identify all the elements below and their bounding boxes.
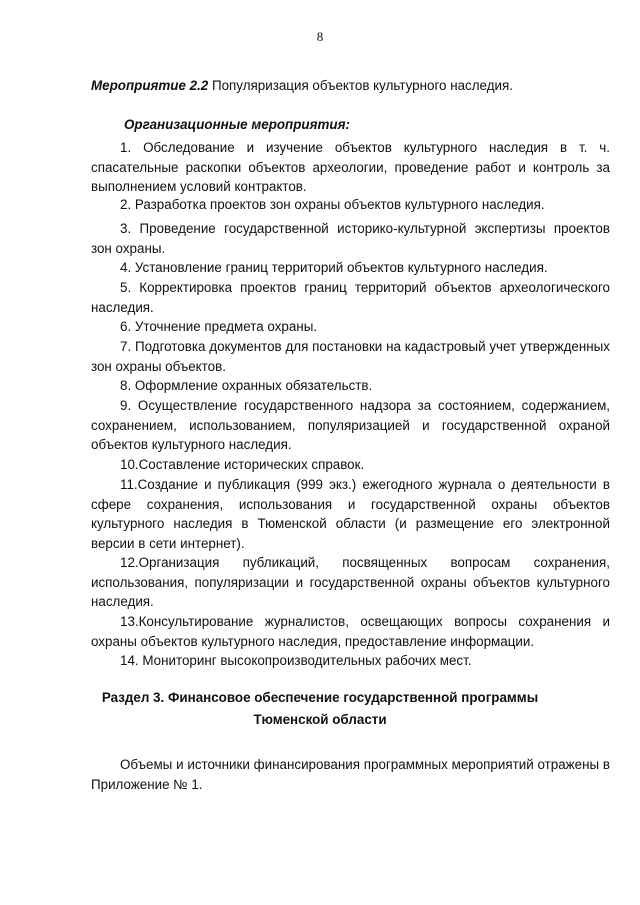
event-title: Популяризация объектов культурного наследия. xyxy=(208,78,513,93)
list-item: 10.Составление исторических справок. xyxy=(120,457,365,472)
list-item: 2. Разработка проектов зон охраны объектов культурного наследия. xyxy=(120,197,545,212)
event-label: Мероприятие 2.2 xyxy=(91,78,209,93)
organizational-heading: Организационные мероприятия: xyxy=(124,117,350,132)
list-item: 13.Консультирование журналистов, освещающих вопросы сохранения и охраны объектов культурного наследия, предоставление информации. xyxy=(91,614,610,649)
list-item: 1. Обследование и изучение объектов культурного наследия в т. ч. спасательные раскопки объектов археологии, проведение работ и контроль за выполнением условий контрактов. xyxy=(91,140,610,194)
section-title-line: Тюменской области xyxy=(253,712,387,727)
list-item: 6. Уточнение предмета охраны. xyxy=(120,319,318,334)
list-item: 14. Мониторинг высокопроизводительных рабочих мест. xyxy=(120,653,472,668)
list-item: 12.Организация публикаций, посвященных вопросам сохранения, использования, популяризации и государственной охраны объектов культурного наследия. xyxy=(91,555,610,609)
page-number: 8 xyxy=(316,29,324,44)
list-item: 4. Установление границ территорий объектов культурного наследия. xyxy=(120,260,548,275)
list-item: 3. Проведение государственной историко-культурной экспертизы проектов зон охраны. xyxy=(91,221,610,256)
list-item: 9. Осуществление государственного надзора за состоянием, содержанием, сохранением, использованием, популяризацией и государственной охраной объектов культурного наследия. xyxy=(91,398,610,452)
list-item: 5. Корректировка проектов границ территорий объектов археологического наследия. xyxy=(91,280,610,315)
list-item: 11.Создание и публикация (999 экз.) ежегодного журнала о деятельности в сфере сохранения, использования и государственной охраны объектов культурного наследия в Тюменской области (и размещение его электронной версии в сети интернет). xyxy=(91,477,610,551)
list-item: 7. Подготовка документов для постановки на кадастровый учет утвержденных зон охраны объектов. xyxy=(91,339,610,374)
section-title xyxy=(0,687,640,731)
list-item: 8. Оформление охранных обязательств. xyxy=(120,378,373,393)
event-heading xyxy=(91,76,610,96)
section-title-line: Раздел 3. Финансовое обеспечение государственной программы xyxy=(101,690,539,705)
financing-paragraph: Объемы и источники финансирования программных мероприятий отражены в Приложение № 1. xyxy=(91,757,610,792)
